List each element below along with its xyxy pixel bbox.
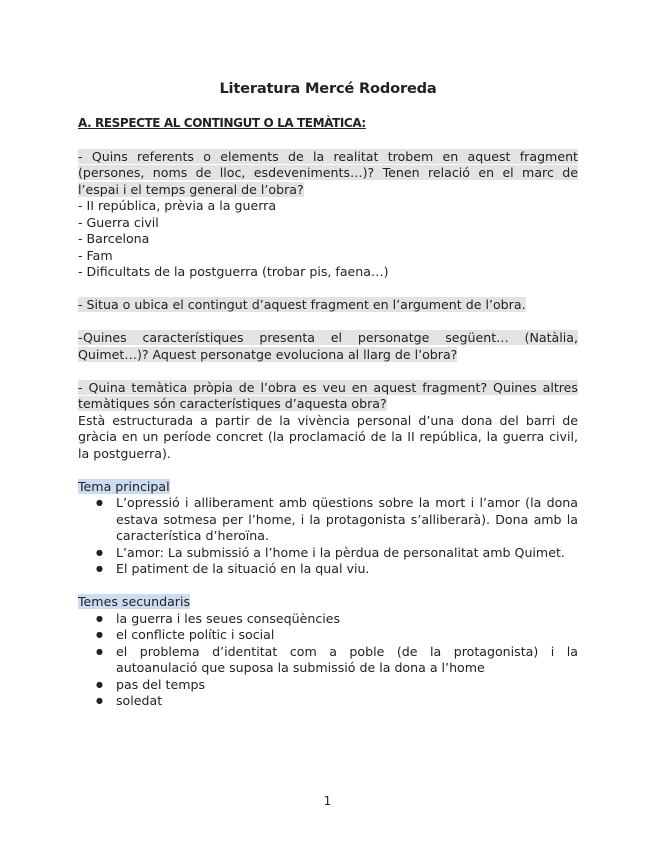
question-4-text: - Quina temàtica pròpia de l’obra es veu en aquest fragment? Quines altres temàtiques són característiques d’aquesta obra? (78, 379, 578, 411)
question-3-text: -Quines característiques presenta el personatge següent… (Natàlia, Quimet…)? Aquest personatge evoluciona al llarg de l’obra? (78, 330, 578, 362)
question-2-text: - Situa o ubica el contingut d’aquest fragment en l’argument de l’obra. (78, 297, 526, 312)
answer-4: Està estructurada a partir de la vivència personal d’una dona del barri de gràcia en un període concret (la proclamació de la II república, la guerra civil, la postguerra). (78, 412, 578, 461)
secondary-themes-label-text: Temes secundaris (78, 594, 191, 609)
secondary-theme-item: ● la guerra i les seues conseqüències (116, 611, 578, 628)
secondary-theme-item: ● el conflicte polític i social (116, 627, 578, 644)
answer-1-item: - Fam (78, 247, 113, 263)
question-3 (78, 330, 578, 363)
answer-1-item: - II república, prèvia a la guerra (78, 198, 277, 213)
main-theme-label-text: Tema principal (78, 478, 170, 494)
secondary-theme-item: ● pas del temps (116, 677, 578, 694)
question-4 (78, 380, 578, 413)
answer-1-item: - Barcelona (78, 231, 150, 246)
secondary-themes-label (78, 594, 578, 611)
secondary-theme-item: ● el problema d’identitat com a poble (de la protagonista) i la autoanulació que suposa la submissió de la dona a l’home (116, 644, 578, 677)
spacer (78, 314, 578, 331)
main-theme-item: ● El patiment de la situació en la qual viu. (116, 561, 578, 578)
secondary-themes-list (78, 611, 578, 710)
main-theme-item: ● L’opressió i alliberament amb qüestions sobre la mort i l’amor (la dona estava sotmesa per l’home, i la protagonista s’alliberarà). Dona amb la característica d’heroïna. (116, 495, 578, 545)
document-page (78, 79, 578, 710)
question-1-text: - Quins referents o elements de la realitat trobem en aquest fragment (persones, noms de lloc, esdeveniments…)? Tenen relació en el marc de l’espai i el temps general de l’obra? (78, 148, 578, 197)
page-number: 1 (323, 794, 332, 808)
secondary-theme-item: ● soledat (116, 693, 578, 710)
spacer (78, 363, 578, 380)
section-a-heading: A. RESPECTE AL CONTINGUT O LA TEMÀTICA: (78, 116, 366, 130)
question-1 (78, 149, 578, 199)
main-theme-item: ● L’amor: La submissió a l’home i la pèrdua de personalitat amb Quimet. (116, 545, 578, 562)
document-title: Literatura Mercé Rodoreda (219, 80, 437, 97)
answer-1-item: - Guerra civil (78, 214, 159, 230)
main-theme-list (78, 495, 578, 578)
spacer (78, 578, 578, 595)
question-2 (78, 297, 578, 314)
spacer (78, 462, 578, 479)
answer-1-item: - Dificultats de la postguerra (trobar pis, faena…) (78, 264, 389, 279)
main-theme-label (78, 479, 578, 496)
spacer (78, 281, 578, 298)
